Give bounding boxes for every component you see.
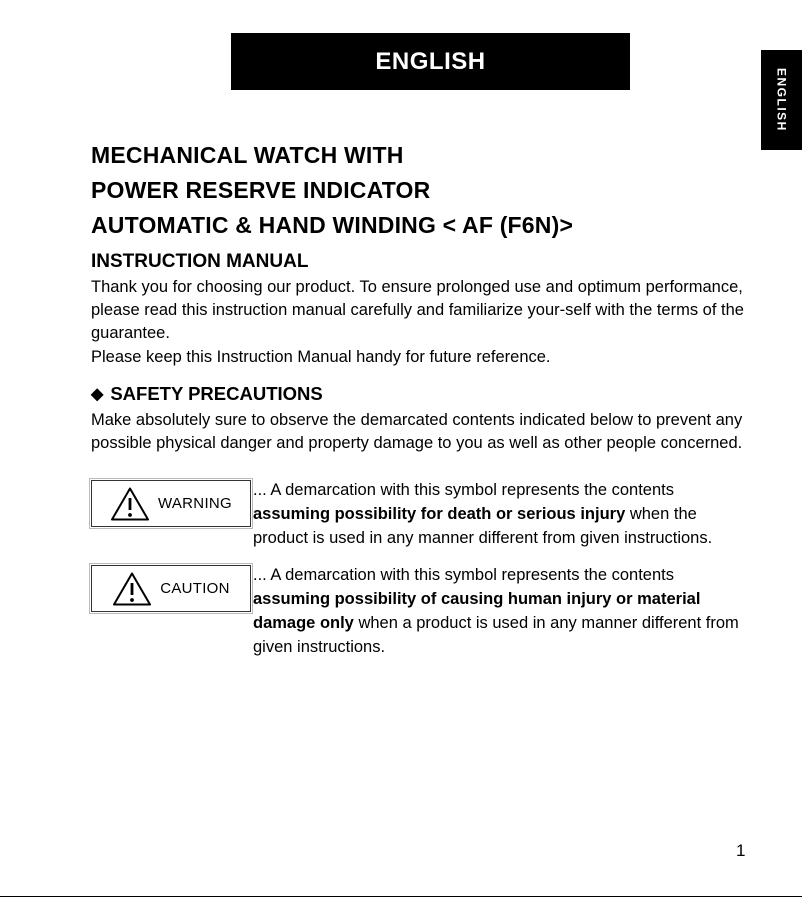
caution-description-prefix: ... A demarcation with this symbol represents the contents <box>253 566 674 584</box>
page-content <box>91 138 755 659</box>
document-title-line2: POWER RESERVE INDICATOR <box>91 177 431 203</box>
warning-triangle-icon <box>110 486 150 522</box>
language-side-tab-label: ENGLISH <box>774 68 789 132</box>
safety-precautions-heading-label: SAFETY PRECAUTIONS <box>110 383 323 404</box>
caution-description <box>253 563 754 659</box>
caution-description-suffix: when a product is used in any manner different from given instructions. <box>253 614 739 656</box>
language-banner-label: ENGLISH <box>375 47 486 75</box>
safety-precautions-heading <box>91 383 755 405</box>
caution-notice-row <box>91 563 755 659</box>
diamond-icon: ◆ <box>91 386 104 403</box>
caution-box <box>91 565 251 612</box>
warning-notice-row <box>91 478 755 550</box>
language-side-tab <box>761 50 802 150</box>
caution-box-label: CAUTION <box>160 580 230 597</box>
warning-description-suffix: when the product is used in any manner different from given instructions. <box>253 505 713 547</box>
bottom-rule <box>0 896 802 897</box>
intro-paragraph-text: Thank you for choosing our product. To ensure prolonged use and optimum performance, please read this instruction manual carefully and familiarize your-self with the terms of the guarantee. <box>91 278 744 342</box>
instruction-manual-heading: INSTRUCTION MANUAL <box>91 251 309 272</box>
document-title-line1: MECHANICAL WATCH WITH <box>91 142 404 168</box>
caution-triangle-icon <box>112 571 152 607</box>
caution-description-bold: assuming possibility of causing human injury or material damage only <box>253 590 701 632</box>
warning-box <box>91 480 251 527</box>
document-title-line3: AUTOMATIC & HAND WINDING < AF (F6N)> <box>91 212 574 238</box>
safety-paragraph: Make absolutely sure to observe the demarcated contents indicated below to prevent any possible physical danger and property damage to you as well as other people concerned. <box>91 411 743 452</box>
language-banner <box>231 33 630 90</box>
intro-paragraph <box>91 276 755 369</box>
warning-description-bold: assuming possibility for death or serious injury <box>253 505 626 523</box>
warning-description <box>253 478 754 550</box>
document-title <box>91 138 755 243</box>
warning-description-prefix: ... A demarcation with this symbol represents the contents <box>253 481 674 499</box>
warning-box-label: WARNING <box>157 495 233 512</box>
page-number: 1 <box>736 841 746 860</box>
intro-keep-handy-text: Please keep this Instruction Manual handy for future reference. <box>91 348 551 366</box>
